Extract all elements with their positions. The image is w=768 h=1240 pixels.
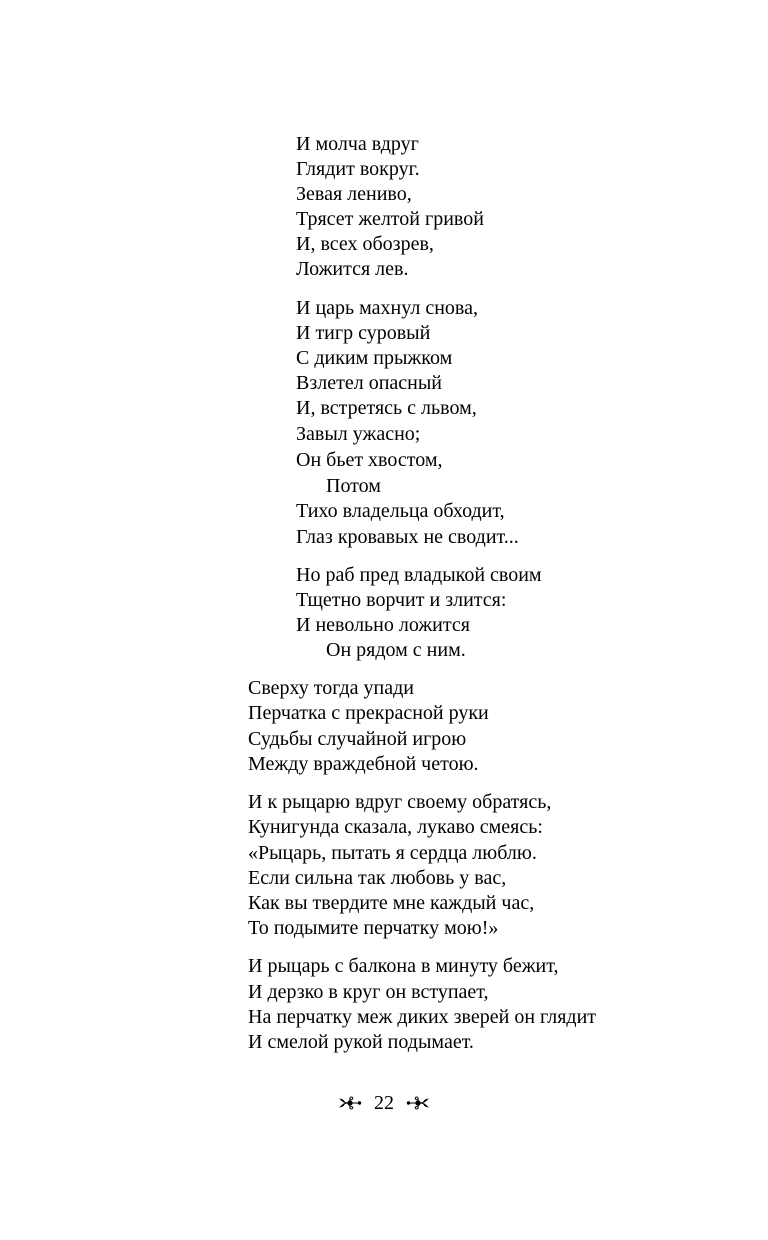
verse-line: Он бьет хвостом,	[296, 449, 443, 471]
verse-line: Как вы твердите мне каждый час,	[248, 892, 535, 914]
verse-line: Глаз кровавых не сводит...	[296, 526, 519, 548]
verse-line: Если сильна так любовь у вас,	[248, 867, 507, 889]
verse-line: И к рыцарю вдруг своему обратясь,	[248, 791, 552, 813]
verse-line: И невольно ложится	[296, 614, 470, 636]
verse-line: Но раб пред владыкой своим	[296, 564, 542, 586]
verse-line: И, встретясь с львом,	[296, 397, 477, 419]
verse-line: Судьбы случайной игрою	[248, 728, 467, 750]
verse-line: Глядит вокруг.	[296, 158, 420, 180]
verse-line: Зевая лениво,	[296, 183, 412, 205]
verse-line-indented: Он рядом с ним.	[326, 639, 466, 661]
verse-line: И царь махнул снова,	[296, 297, 478, 319]
verse-line: И, всех обозрев,	[296, 233, 434, 255]
verse-line: Тихо владельца обходит,	[296, 500, 505, 522]
verse-line: С диким прыжком	[296, 347, 453, 369]
verse-line: Трясет желтой гривой	[296, 208, 484, 230]
verse-line: Тщетно ворчит и злится:	[296, 589, 507, 611]
verse-line: Перчатка с прекрасной руки	[248, 702, 489, 724]
verse-line: Завыл ужасно;	[296, 423, 421, 445]
fleuron-icon	[338, 1094, 362, 1112]
verse-line: И смелой рукой подымает.	[248, 1031, 474, 1053]
verse-line: Между враждебной четою.	[248, 753, 479, 775]
verse-line: Сверху тогда упади	[248, 677, 414, 699]
verse-line: И тигр суровый	[296, 322, 431, 344]
verse-line: Взлетел опасный	[296, 372, 442, 394]
verse-line: И дерзко в круг он вступает,	[248, 981, 489, 1003]
verse-line: То подымите перчатку мою!»	[248, 917, 499, 939]
verse-line: И молча вдруг	[296, 133, 419, 155]
page-number: 22	[374, 1091, 394, 1114]
fleuron-icon	[406, 1094, 430, 1112]
page-folio	[0, 1088, 768, 1118]
verse-line-indented: Потом	[326, 475, 381, 497]
verse-line: На перчатку меж диких зверей он глядит	[248, 1006, 597, 1028]
verse-line: «Рыцарь, пытать я сердца люблю.	[248, 842, 537, 864]
verse-line: И рыцарь с балкона в минуту бежит,	[248, 955, 559, 977]
verse-line: Кунигунда сказала, лукаво смеясь:	[248, 816, 543, 838]
verse-line: Ложится лев.	[296, 258, 409, 280]
